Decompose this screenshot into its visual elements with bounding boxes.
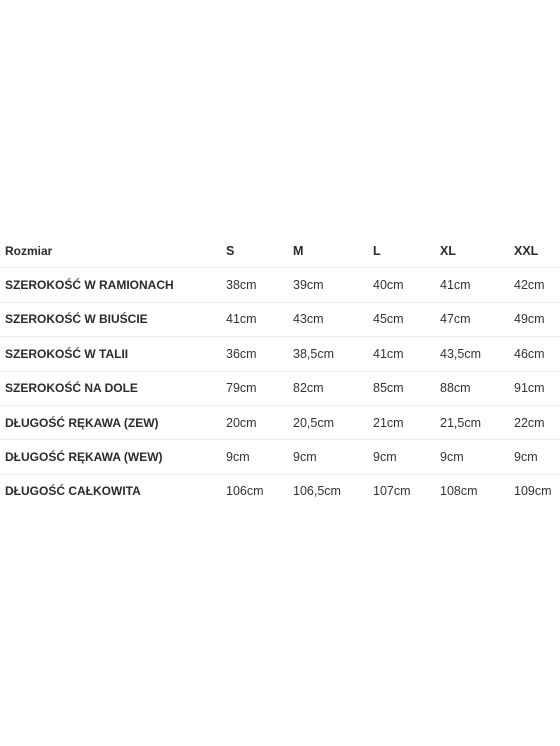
row-label: DŁUGOŚĆ RĘKAWA (ZEW) [5,415,159,430]
cell-value: 41cm [440,278,471,293]
cell-value: 40cm [373,278,404,293]
cell-value: 20cm [226,415,257,430]
cell-value: 38,5cm [293,346,334,361]
header-size-label: Rozmiar [5,243,53,258]
table-row [0,440,560,474]
cell-value: 41cm [373,346,404,361]
cell-value: 82cm [293,381,324,396]
cell-value: 108cm [440,484,478,499]
cell-value: 109cm [514,484,552,499]
cell-value: 9cm [514,450,538,465]
header-size-xl: XL [440,243,456,258]
row-label: DŁUGOŚĆ CAŁKOWITA [5,484,141,499]
cell-value: 21cm [373,415,404,430]
cell-value: 106cm [226,484,264,499]
cell-value: 106,5cm [293,484,341,499]
cell-value: 45cm [373,312,404,327]
cell-value: 107cm [373,484,411,499]
size-chart-table [0,234,560,508]
header-size-m: M [293,243,304,258]
row-label: SZEROKOŚĆ W BIUŚCIE [5,312,148,327]
table-row [0,405,560,439]
header-size-xxl: XXL [514,243,539,258]
cell-value: 22cm [514,415,545,430]
cell-value: 20,5cm [293,415,334,430]
cell-value: 88cm [440,381,471,396]
cell-value: 42cm [514,278,545,293]
table-row [0,337,560,371]
cell-value: 39cm [293,278,324,293]
table-row [0,371,560,405]
header-size-s: S [226,243,235,258]
cell-value: 38cm [226,278,257,293]
cell-value: 85cm [373,381,404,396]
row-label: SZEROKOŚĆ W TALII [5,346,129,361]
table-row [0,268,560,302]
cell-value: 43,5cm [440,346,481,361]
cell-value: 21,5cm [440,415,481,430]
cell-value: 41cm [226,312,257,327]
table-row [0,474,560,508]
header-size-l: L [373,243,381,258]
row-label: SZEROKOŚĆ W RAMIONACH [5,278,174,293]
cell-value: 43cm [293,312,324,327]
cell-value: 9cm [440,450,464,465]
cell-value: 91cm [514,381,545,396]
table-header-row [0,234,560,268]
cell-value: 49cm [514,312,545,327]
cell-value: 36cm [226,346,257,361]
cell-value: 47cm [440,312,471,327]
cell-value: 46cm [514,346,545,361]
cell-value: 9cm [226,450,250,465]
cell-value: 79cm [226,381,257,396]
row-label: DŁUGOŚĆ RĘKAWA (WEW) [5,450,163,465]
table-row [0,302,560,336]
row-label: SZEROKOŚĆ NA DOLE [5,381,138,396]
cell-value: 9cm [373,450,397,465]
cell-value: 9cm [293,450,317,465]
